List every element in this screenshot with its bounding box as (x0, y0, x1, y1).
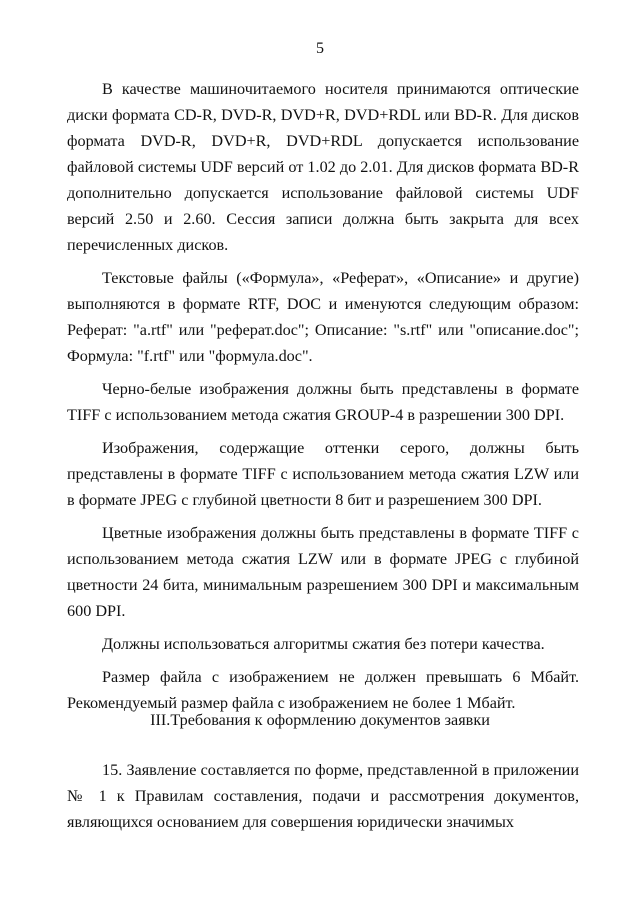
paragraph-grayscale-images: Изображения, содержащие оттенки серого, должны быть представлены в формате TIFF с использованием метода сжатия LZW или в формате JPEG с глубиной цветности 8 бит и разрешением 300 DPI. (67, 439, 579, 509)
clause-15: 15. Заявление составляется по форме, представленной в приложении № 1 к Правилам составления, подачи и рассмотрения документов, являющихся основанием для совершения юридически значимых (67, 761, 579, 831)
page-number: 5 (316, 40, 324, 57)
paragraph-file-size: Размер файла с изображением не должен превышать 6 Мбайт. Рекомендуемый размер файла с изображением не более 1 Мбайт. (67, 668, 579, 712)
paragraph-text-files: Текстовые файлы («Формула», «Реферат», «Описание» и другие) выполняются в формате RTF, DOC и именуются следующим образом: Реферат: "a.rtf" или "реферат.doc"; Описание: "s.rtf" или "описание.doc"; Формула: "f.rtf" или "формула.doc". (67, 269, 579, 365)
paragraph-lossless: Должны использоваться алгоритмы сжатия без потери качества. (102, 635, 545, 653)
paragraph-color-images: Цветные изображения должны быть представлены в формате TIFF с использованием метода сжатия LZW или в формате JPEG с глубиной цветности 24 бита, минимальным разрешением 300 DPI и максимальным 600 DPI. (67, 524, 579, 620)
paragraph-bw-images: Черно-белые изображения должны быть представлены в формате TIFF с использованием метода сжатия GROUP-4 в разрешении 300 DPI. (67, 380, 579, 424)
body-text (67, 76, 579, 723)
section-heading: III.Требования к оформлению документов заявки (150, 711, 490, 729)
paragraph-storage-media: В качестве машиночитаемого носителя принимаются оптические диски формата CD-R, DVD-R, DVD+R, DVD+RDL или BD-R. Для дисков формата DVD-R, DVD+R, DVD+RDL допускается использование файловой системы UDF версий от 1.02 до 2.01. Для дисков формата BD-R дополнительно допускается использование файловой системы UDF версий 2.50 и 2.60. Сессия записи должна быть закрыта для всех перечисленных дисков. (67, 80, 579, 254)
